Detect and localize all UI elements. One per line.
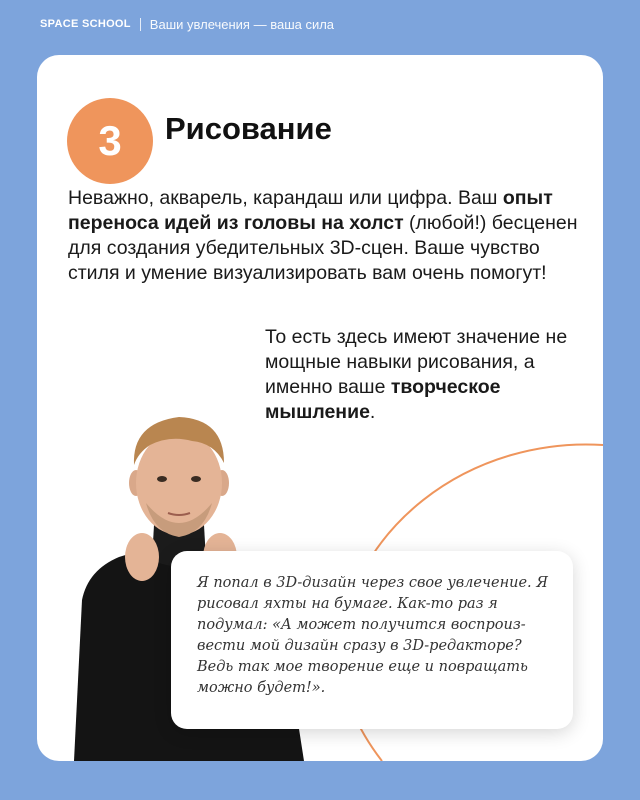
header-divider (140, 18, 141, 31)
second-text-2: . (369, 401, 376, 423)
intro-text-2: (любой!) бесценен для создания убедительных 3D-сцен. Ваше чувство стиля и умение визуализировать вам очень помогут! (68, 212, 578, 284)
section-number: 3 (98, 117, 122, 164)
intro-bold: опыт переноса идей из головы на холст (68, 187, 553, 234)
section-number-badge (67, 98, 153, 184)
section-title: Рисование (165, 111, 332, 146)
second-text-1: То есть здесь имеют значение не мощные навыки рисования, а именно ваше (265, 326, 568, 398)
quote-text: Я попал в 3D-дизайн через свое увлечение. Я рисовал яхты на бумаге. Как-то раз я подумал: «А может получится воспроизвести мой дизайн сразу в 3D-редакторе? Ведь так мое творение еще и повращать можно будет!». (197, 575, 548, 696)
content-card (37, 55, 603, 761)
second-paragraph (265, 325, 585, 425)
intro-text-1: Неважно, акварель, карандаш или цифра. Ваш (68, 187, 503, 209)
header-tagline: Ваши увлечения — ваша сила (149, 16, 335, 32)
quote-card (171, 551, 573, 729)
second-bold: творческое мышление (265, 376, 501, 423)
brand-logo: SPACE SCHOOL (40, 18, 131, 30)
header-bar (40, 14, 334, 34)
intro-paragraph (68, 186, 578, 286)
